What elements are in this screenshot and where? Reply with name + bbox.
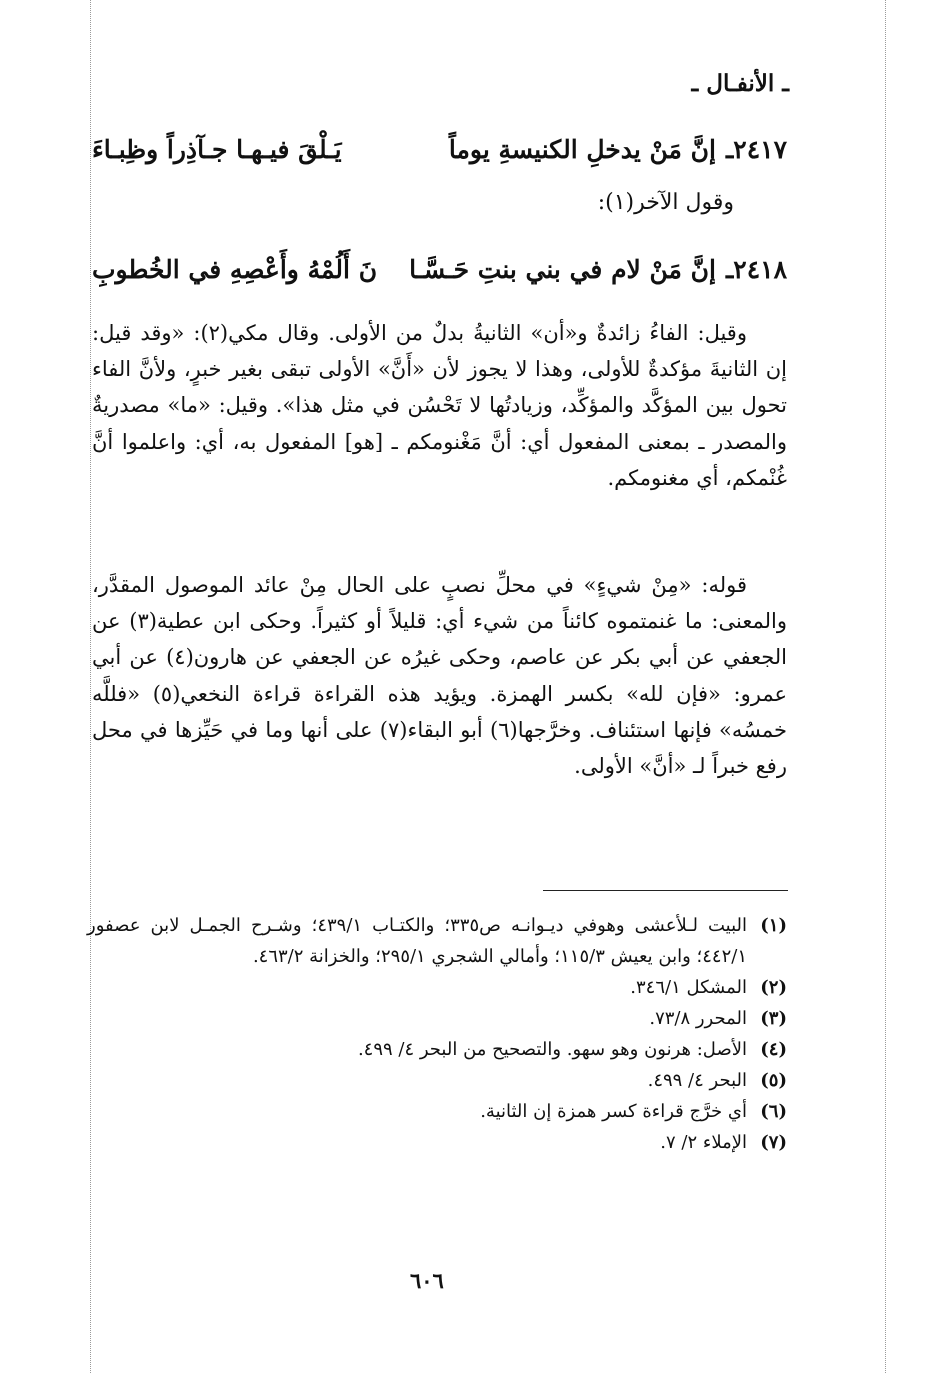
verse-number: ٢٤١٧ـ	[725, 135, 787, 164]
footnote-text: الإملاء ٢/ ٧.	[660, 1132, 747, 1153]
footnotes	[87, 910, 787, 1158]
footnote	[87, 1127, 787, 1158]
footnote	[87, 1065, 787, 1096]
margin-guide-left	[90, 0, 91, 1373]
footnote-text: البيت لـلأعشى وهوفي ديـوانـه ص٣٣٥؛ والكتـاب ٤٣٩/١؛ وشـرح الجمـل لابن عصفور ٤٤٢/١؛ وابن يعيش ١١٥/٣؛ وأمالي الشجري ٢٩٥/١؛ والخزانة ٤٦٣/٢.	[87, 915, 748, 967]
verse-hemistich-second: نَ أَلُمْهُ وأَعْصِهِ في الخُطوبِ	[92, 255, 378, 284]
verse-2418	[92, 255, 787, 284]
body-paragraph-2	[92, 567, 787, 784]
footnote	[87, 972, 787, 1003]
footnote-separator	[543, 890, 788, 891]
paragraph-text: وقيل: الفاءُ زائدةٌ و«أن» الثانيةُ بدلٌ من الأولى. وقال مكي(٢): «وقد قيل: إن الثانيةَ مؤكدةٌ للأولى، وهذا لا يجوز لأن «أَنَّ» الأولى تبقى بغير خبرٍ، ولأنَّ الفاء تحول بين المؤكَّد والمؤكِّد، وزيادتُها لا تَحْسُن في مثل هذا». وقيل: «ما» مصدريةٌ والمصدر ـ بمعنى المفعول أي: أنَّ مَغْنومكم ـ [هو] المفعول به، أي: واعلموا أنَّ غُنْمكم، أي مغنومكم.	[92, 321, 787, 490]
footnote-text: المشكل ٣٤٦/١.	[630, 977, 747, 998]
footnote-marker: (٤)	[760, 1039, 787, 1060]
paragraph-text: قوله: «مِنْ شيءٍ» في محلِّ نصبٍ على الحال مِنْ عائد الموصول المقدَّر، والمعنى: ما غنمتموه كائناً من شيء أي: قليلاً أو كثيراً. وحكى ابن عطية(٣) عن الجعفي عن أبي بكر عن عاصم، وحكى غيرُه عن الجعفي عن هارون(٤) عن أبي عمرو: «فإن لله» بكسر الهمزة. ويؤيد هذه القراءة قراءة النخعي(٥) «فللَّه خمسُه» فإنها استئناف. وخرَّجها(٦) أبو البقاء(٧) على أنها وما في حَيِّزها في محل رفع خبراً لـ «أنَّ» الأولى.	[92, 573, 788, 779]
footnote-text: أي خرَّج قراءة كسر همزة إن الثانية.	[480, 1101, 747, 1122]
margin-guide-right	[885, 0, 886, 1373]
verse-hemistich-first: إنَّ مَنْ لام في بني بنتِ حَـسَّـا	[409, 255, 716, 284]
footnote-marker: (٢)	[760, 977, 787, 998]
footnote-marker: (٧)	[760, 1132, 787, 1153]
verse-number: ٢٤١٨ـ	[725, 255, 787, 284]
footnote	[87, 910, 787, 972]
footnote-marker: (٣)	[760, 1008, 787, 1029]
footnote-text: البحر ٤/ ٤٩٩.	[647, 1070, 747, 1091]
running-head: ـ الأنفـال ـ	[691, 70, 789, 97]
footnote-text: المحرر ٧٣/٨.	[649, 1008, 747, 1029]
footnote	[87, 1034, 787, 1065]
footnote	[87, 1003, 787, 1034]
footnote-marker: (٥)	[760, 1070, 787, 1091]
verse-hemistich-first: إنَّ مَنْ يدخلِ الكنيسةِ يوماً	[448, 135, 716, 164]
verse-2417	[92, 135, 787, 164]
footnote-text: الأصل: هرنون وهو سهو. والتصحيح من البحر ٤/ ٤٩٩.	[357, 1039, 747, 1060]
footnote	[87, 1096, 787, 1127]
body-paragraph-1	[92, 315, 787, 496]
footnote-marker: (٦)	[760, 1101, 787, 1122]
verse-hemistich-second: يَـلْقَ فيـهـا جـآذِراً وظِبـاءَ	[92, 135, 342, 164]
footnote-marker: (١)	[760, 915, 787, 936]
verse-intro: وقول الآخر(١):	[597, 190, 734, 215]
page-number: ٦٠٦	[410, 1268, 444, 1293]
